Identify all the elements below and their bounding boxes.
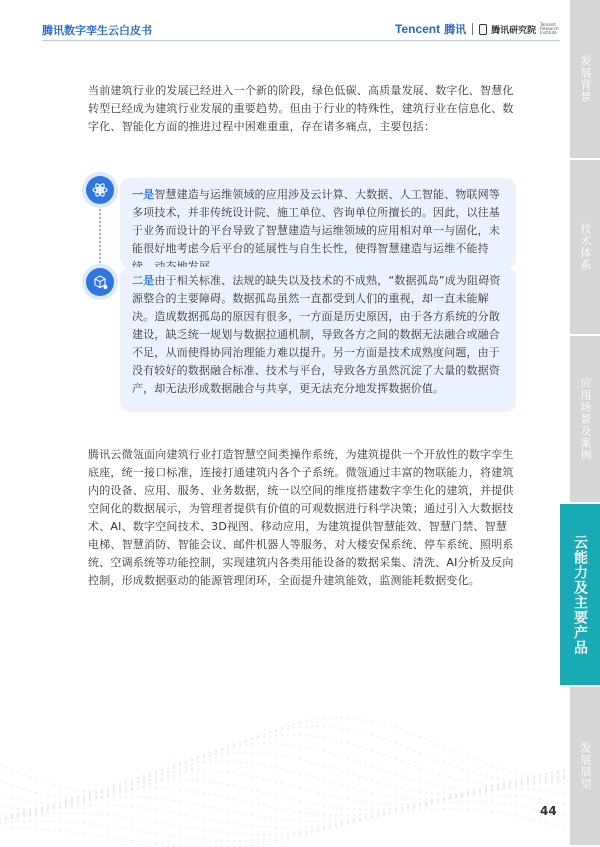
logo-divider	[472, 23, 473, 35]
pain-point-1-lead: 一是	[132, 188, 155, 201]
body-paragraph: 腾讯云微瓴面向建筑行业打造智慧空间类操作系统，为建筑提供一个开放性的数字孪生底座，统一接口标准，连接打通建筑内各个子系统。微瓴通过丰富的物联能力，将建筑内的设备、应用、服务、业务数据，统一以空间的维度搭建数字孪生化的建筑，并提供空间化的数据展示，为管理者提供有价值的可观数据进行科学决策；通过引入大数据技术、AI、数字空间技术、3D视图、移动应用，为建筑提供智慧能效、智慧门禁、智慧电梯、智慧消防、智能会议、邮件机器人等服务，对大楼安保系统、停车系统、照明系统、空调系统等功能控制，实现建筑内各类用能设备的数据采集、清洗、AI分析及反向控制，形成数据驱动的能源管理闭环，全面提升建筑能效，监测能耗数据变化。	[88, 448, 514, 587]
tencent-logo-cn: 腾讯	[444, 23, 467, 36]
page-number: 44	[540, 804, 557, 818]
header-logos	[395, 21, 570, 37]
tab-outlook[interactable]	[570, 687, 600, 847]
header-divider	[42, 40, 560, 41]
pain-point-1-text: 智慧建造与运维领域的应用涉及云计算、大数据、人工智能、物联网等多项技术，并非传统设计院、施工单位、咨询单位所擅长的。因此，以往基于业务而设计的平台导致了智慧建造与运维领域的应用相对单一与固化，未能很好地考虑今后平台的延展性与自生长性，使得智慧建造与运维不能持	[132, 188, 500, 255]
intro-paragraph: 当前建筑行业的发展已经进入一个新的阶段，绿色低碳、高质量发展、数字化、智慧化转型已经成为建筑行业发展的重要趋势。但由于行业的特殊性，建筑行业在信息化、数字化、智能化方面的推进过程中困难重重，存在诸多痛点，主要包括：	[88, 84, 514, 133]
tencent-logo: Tencent	[395, 22, 441, 36]
header-title: 腾讯数字孪生云白皮书	[42, 24, 152, 37]
institute-logo: 腾讯研究院	[491, 25, 537, 36]
atom-icon	[86, 176, 114, 204]
tab-scenarios[interactable]	[570, 336, 600, 504]
tab-scenarios-label: 应用场景及案例	[579, 377, 592, 461]
institute-logo-icon	[479, 24, 487, 35]
tab-cloud-products-active[interactable]	[560, 504, 600, 687]
pain-point-1	[120, 178, 516, 268]
tab-tech-system-label: 技术体系	[579, 223, 592, 271]
tab-background-label: 发展背景	[579, 55, 592, 103]
pain-point-2	[120, 267, 516, 412]
pain-point-2-lead: 二是	[132, 274, 155, 287]
institute-logo-en: Tencent Research Institute	[540, 22, 559, 35]
connector-line	[99, 202, 101, 270]
cube-network-icon	[86, 268, 114, 296]
pain-point-2-text: 由于相关标准、法规的缺失以及技术的不成熟，“数据孤岛”成为阻碍资源整合的主要障碍。数据孤岛虽然一直都受到人们的重视，却一直未能解决。造成数据孤岛的原因有很多，一方面是历史原因，由于各方系统的分散建设，缺乏统一规划与数据拉通机制，导致各方之间的数据无法融合或融合不足，从而使得协同治理能力难以提升。另一方面是技术成熟度问题，由于没有较好的数据融合标准、技术与平台，导致各方虽然沉淀了大量的数据资产，却无法形成数据融合与共享，更无法充分地发挥数据价值。	[132, 274, 501, 395]
decorative-wave	[0, 660, 570, 847]
side-navigation	[570, 0, 600, 847]
tab-background[interactable]	[570, 0, 600, 160]
tab-cloud-products-label: 云能力及主要产品	[572, 534, 588, 655]
tab-tech-system[interactable]	[570, 160, 600, 336]
tab-outlook-label: 发展展望	[579, 742, 592, 790]
